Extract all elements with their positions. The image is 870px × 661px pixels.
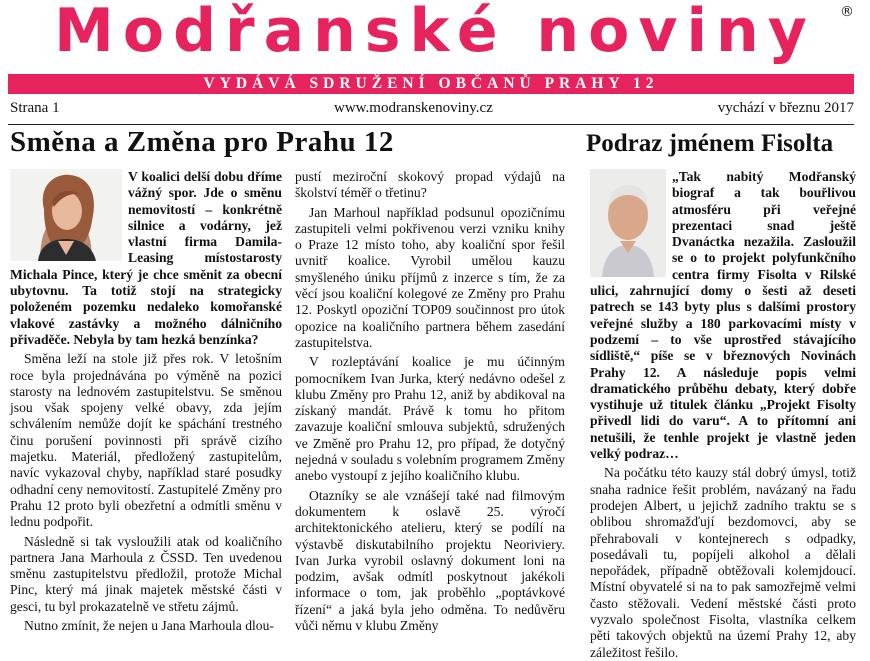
issue-date: vychází v březnu 2017 xyxy=(717,100,854,116)
article2-column xyxy=(590,169,856,660)
info-line xyxy=(10,100,854,122)
article1-column-2 xyxy=(295,169,565,634)
masthead xyxy=(0,0,870,72)
article1-lead: V koalici delší dobu dříme vážný spor. Jde o směnu nemovitostí – konkrétně silnice a vodárny, jež vlastní firma Damila-Leasing místostarosty Michala Pince, který je chce směnit za obecní ubytovnu. Ta totiž stojí na strategicky položeném pozemku nedaleko komořanské vlakové zastávky a možného dálničního přivaděče. Nebyla by tam hezká benzínka? xyxy=(10,169,282,347)
header-divider xyxy=(8,124,854,125)
article1-paragraph: Nutno zmínit, že nejen u Jana Marhoula dlou- xyxy=(24,618,274,634)
article1-paragraph: Otazníky se ale vznášejí také nad filmovým dokumentem k oslavě 25. výročí architektonického atelieru, který se podílí na výstavbě diskutabilního projektu Neoriviery. Ivan Jurka vyrobil oslavný dokument loni na podzim, avšak odmítl poskytnout jakékoli informace o tom, jak proběhlo „poptávkové řízení“ a jaká byla jeho odměna. To nedůvěru vůči němu v klubu Změny xyxy=(295,487,565,634)
man-portrait-photo xyxy=(590,169,666,277)
article2-lead: „Tak nabitý Modřanský biograf a tak bouřlivou atmosféru při veřejné prezentaci snad ještě Dvanáctka nezažila. Zasloužil se o to projekt polyfunkčního centra firmy Fisolta v Rilské ulici, zahrnující domy o šesti až deseti patrech se 143 byty plus s dalšími prostory veřejné služby a 180 parkovacími místy v podzemí – to vše uprostřed stávajícího sídliště,“ píše se v březnových Novinách Prahy 12. A následuje popis velmi dramatického průběhu debaty, který dobře vystihuje už titulek článku „Projekt Fisolty přivedl lidi do varu“. A to přítomní ani netušili, že tenhle projekt je vlastně jeden velký podraz… xyxy=(590,169,856,462)
article1-paragraph: V rozleptávání koalice je mu účinným pomocníkem Ivan Jurka, který nedávno odešel z klubu Změny pro Prahu 12, aniž by abdikoval na získaný mandát. Právě k tomu ho přitom zavazuje koaliční smlouva subjektů, sdružených ve Změně pro Prahu 12, pro případ, že dotyčný nejedná v souladu s volebním programem Změny anebo vystoupí z jejího koaličního klubu. xyxy=(295,354,565,484)
website-link[interactable]: www.modranskenoviny.cz xyxy=(334,100,493,116)
publisher-band: VYDÁVÁ SDRUŽENÍ OBČANŮ PRAHY 12 xyxy=(8,74,854,94)
article2-paragraph: Na počátku této kauzy stál dobrý úmysl, totiž snaha radnice řešit problém, navázaný na řadu prodejen Albert, u jejichž zadního traktu se s oblibou shromažďují bezdomovci, aby se přehrabovali v kontejnerech s odpadky, posedávali tu, popíjeli alkohol a dělali nepořádek, případně obtěžovali kolemjdoucí. Místní obyvatelé si na to pak samozřejmě velmi často stěžovali. Vedení městské části proto vyzvalo společnost Fisolta, vlastníka celkem pěti takových objektů na území Prahy 12, aby záležitost řešilo. xyxy=(590,465,856,660)
article1-paragraph: Jan Marhoul například podsunul opozičnímu zastupiteli velmi pokřivenou verzi vzniku knihy o Praze 12 místo toho, aby koaliční spor řešil uvnitř koalice. Vyrobil umělou kauzu smyšleného úniku příjmů z inzerce s tím, že za věcí jsou koaliční kolegové ze Změny pro Prahu 12. Poskytl opoziční TOP09 součinnost pro útok opozice na koaličního partnera během zasedání zastupitelstva. xyxy=(295,204,565,350)
masthead-title: Modřanské noviny xyxy=(54,0,816,66)
article1-paragraph: Následně si tak vysloužili atak od koaličního partnera Jana Marhoula z ČSSD. Ten uvedenou směnu zastupitelstvu předložil, protože Michal Pinc, který má jinak majetek městské části v gesci, tu byl prokazatelně ve střetu zájmů. xyxy=(10,533,282,614)
registered-mark: ® xyxy=(840,4,854,20)
page-number: Strana 1 xyxy=(10,100,60,116)
article1-paragraph: pustí meziroční skokový propad výdajů na školství téměř o třetinu? xyxy=(295,169,565,201)
article1-column-1 xyxy=(10,169,282,634)
article2-headline: Podraz jménem Fisolta xyxy=(586,130,834,157)
article1-paragraph: Směna leží na stole již přes rok. V letošním roce byla projednávána po výměně na pozici starosty na lednovém zastupitelstvu. Se směnou jsou však spojeny velké obavy, zda jejím schválením nemůže dojít ke spáchání trestného činu porušení povinnosti při správě cizího majetku. Materiál, předložený zastupitelům, navíc vykazoval chyby, například staré posudky odhadní ceny nemovitostí. Zastupitelé Změny pro Prahu 12 proto byli obezřetní a odmítli směnu v lednu podpořit. xyxy=(10,351,282,530)
article1-headline: Směna a Změna pro Prahu 12 xyxy=(10,126,394,158)
woman-portrait-photo xyxy=(10,169,122,261)
